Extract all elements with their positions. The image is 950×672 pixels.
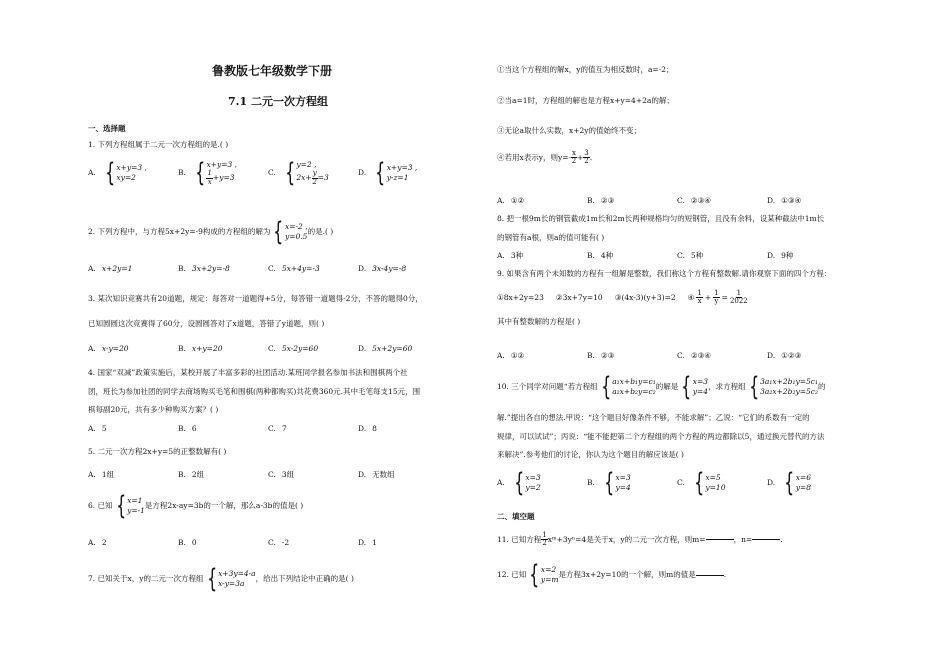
q6-stem: 6. 已知 { x=1 y=-1 是方程2x-ay=3b的一个解，那么a-3b的值是( ) [88, 491, 304, 521]
q7-options [497, 196, 857, 205]
q1-option-a[interactable]: A. { x+y=3 , xy=2 [88, 158, 147, 188]
q12-blank[interactable] [696, 575, 724, 576]
brace-icon: { [529, 560, 540, 590]
q5-options [88, 470, 448, 479]
q10-options [497, 470, 857, 496]
q1-option-c[interactable]: C. { y=2 , 2x+ $\frac{y}{2}$ =3 [268, 158, 329, 188]
q6-option-b[interactable]: B. 0 [178, 538, 197, 547]
q6-option-c[interactable]: C. -2 [268, 538, 290, 547]
q9-ask: 其中有整数解的方程是( ) [497, 317, 581, 326]
q9-option-d[interactable]: D. ①②③ [767, 351, 802, 360]
q10-option-a[interactable]: A. { x=3 y=2 [497, 468, 541, 498]
q7-option-d[interactable]: D. ①③④ [767, 196, 802, 205]
section-fill: 二、填空题 [497, 512, 535, 521]
q7-option-c[interactable]: C. ②③④ [677, 196, 712, 205]
q3-option-d[interactable]: D. 5x+2y=60 [358, 344, 413, 353]
q2-option-d[interactable]: D. 3x-4y=-8 [358, 264, 407, 273]
q8-option-b[interactable]: B. 4种 [587, 251, 614, 260]
q8-line-1: 8. 把一根9m长的钢管截成1m长和2m长两种规格均匀的短钢管，且没有余料，设某种截法中1m长 [497, 214, 825, 223]
q9-equations: ①8x+2y=23 ②3x+7y=10 ③(4x-3)(y+3)=2 ④ $\frac{1}{x}$ + $\frac{1}{y}$ = $\frac{1}{2022}$ [497, 289, 748, 306]
q8-option-a[interactable]: A. 3种 [497, 251, 524, 260]
q11-blank-m[interactable] [706, 539, 734, 540]
q5-option-d[interactable]: D. 无数组 [358, 470, 395, 479]
q9-option-a[interactable]: A. ①② [497, 351, 525, 360]
brace-icon: { [375, 158, 386, 188]
q1-option-b[interactable]: B. { x+y=3 , $\frac{1}{x}$ +y=3 [178, 158, 238, 188]
q4-option-c[interactable]: C. 7 [268, 424, 287, 433]
q4-option-d[interactable]: D. 8 [358, 424, 377, 433]
q4-option-a[interactable]: A. 5 [88, 424, 107, 433]
q2-options [88, 264, 448, 273]
q4-line-2: 团，班长为参加社团的同学去商场购买毛笔和围棋(两种都购买)共花费360元.其中毛笔每支15元，围 [88, 387, 421, 396]
q10-option-b[interactable]: B. { x=3 y=4 [587, 468, 631, 498]
brace-icon: { [195, 158, 206, 188]
q10-line-3: 来解决”.参考他们的讨论，你认为这个题目的解应该是( ) [497, 450, 684, 459]
brace-icon: { [105, 158, 116, 188]
q3-line-2: 已知圆圆这次竞赛得了60分，设圆圆答对了x道题，答错了y道题，则( ) [88, 319, 325, 328]
brace-icon: { [748, 372, 759, 402]
q4-line-1: 4. 国家“双减”政策实施后，某校开展了丰富多彩的社团活动.某班同学报名参加书法和围棋两个社 [88, 368, 408, 377]
q2-option-a[interactable]: A. x+2y=1 [88, 264, 133, 273]
q1-option-d[interactable]: D. { x+y=3 , y-z=1 [358, 158, 418, 188]
q5-option-c[interactable]: C. 3组 [268, 470, 295, 479]
q2-option-c[interactable]: C. 5x+4y=-3 [268, 264, 320, 273]
q9-option-b[interactable]: B. ②③ [587, 351, 615, 360]
q9-stem: 9. 如果含有两个未知数的方程有一组解是整数，我们称这个方程有整数解.请你观察下面的四个方程： [497, 269, 832, 278]
q1-stem: 1. 下列方程组属于二元一次方程组的是.( ) [88, 140, 229, 149]
page-title: 鲁教版七年级数学下册 [212, 64, 333, 78]
q6-option-a[interactable]: A. 2 [88, 538, 107, 547]
q7-claim-1: ①当这个方程组的解x，y的值互为相反数时，a=-2； [497, 65, 674, 74]
q4-option-b[interactable]: B. 6 [178, 424, 197, 433]
brace-icon: { [784, 468, 795, 498]
brace-icon: { [206, 564, 217, 594]
brace-icon: { [273, 217, 284, 247]
q8-options [497, 251, 857, 260]
brace-icon: { [694, 468, 705, 498]
q2-stem: 2. 下列方程中，与方程5x+2y=-9构成的方程组的解为 { x=-2 , y=0.5 的是.( ) [88, 217, 334, 247]
q12-stem: 12. 已知 { x=2 y=m 是方程3x+2y=10的一个解，则m的值是 . [497, 560, 727, 590]
q7-claim-2: ②当a=1时，方程组的解也是方程x+y=4+2a的解； [497, 96, 674, 105]
page-subtitle: 7.1 二元一次方程组 [228, 95, 328, 108]
q5-option-b[interactable]: B. 2组 [178, 470, 205, 479]
q10-option-d[interactable]: D. { x=6 y=8 [767, 468, 811, 498]
section-choice: 一、选择题 [88, 124, 126, 133]
q7-claim-3: ③无论a取什么实数，x+2y的值始终不变； [497, 126, 641, 135]
q7-claim-4: ④若用x表示y，则y=- $\frac{x}{2}$ + $\frac{3}{2}$ . [497, 149, 593, 166]
q10-option-c[interactable]: C. { x=5 y=10 [677, 468, 726, 498]
brace-icon: { [115, 491, 126, 521]
q3-options [88, 344, 448, 353]
q9-option-c[interactable]: C. ②③④ [677, 351, 712, 360]
q5-stem: 5. 二元一次方程2x+y=5的正整数解有( ) [88, 447, 227, 456]
brace-icon: { [514, 468, 525, 498]
q11-stem: 11. 已知方程 $\frac{1}{2}$ xᵐ+3yⁿ=4是关于x，y的二元一次方程，则m= ，n= . [497, 531, 783, 548]
q5-option-a[interactable]: A. 1组 [88, 470, 115, 479]
q4-options [88, 424, 448, 433]
q1-options [88, 160, 448, 186]
brace-icon: { [681, 372, 692, 402]
q7-option-b[interactable]: B. ②③ [587, 196, 615, 205]
q2-option-b[interactable]: B. 3x+2y=-8 [178, 264, 230, 273]
q8-option-c[interactable]: C. 5种 [677, 251, 704, 260]
q8-line-2: 的钢管有a根，则a的值可能有( ) [497, 233, 605, 242]
q3-option-c[interactable]: C. 5x-2y=60 [268, 344, 319, 353]
q6-options [88, 538, 448, 547]
q8-option-d[interactable]: D. 9种 [767, 251, 794, 260]
brace-icon: { [600, 372, 611, 402]
q4-line-3: 棋每副20元，共有多少种购买方案？( ) [88, 405, 219, 414]
q3-line-1: 3. 某次知识竞赛共有20道题，规定：每答对一道题得+5分，每答错一道题得-2分，不答的题得0分， [88, 294, 423, 303]
q7-option-a[interactable]: A. ①② [497, 196, 525, 205]
brace-icon: { [604, 468, 615, 498]
q7-stem: 7. 已知关于x，y的二元一次方程组 { x+3y=4-a x-y=3a ，给出下列结论中正确的是( ) [88, 564, 354, 594]
q10-line-2: 规律，可以试试”；丙说：“能不能把第二个方程组的两个方程的两边都除以5，通过换元替代的方法 [497, 432, 825, 441]
q11-blank-n[interactable] [752, 539, 780, 540]
q10-stem: 10. 三个同学对问题“若方程组 { a₁x+b₁y=c₁ a₂x+b₂y=c₂ 的解是 { x=3 y=4 ，求方程组 { 3a₁x+2b₁y=5c₁ 3a₂x+2b₂y=5c₂ 的 [497, 372, 826, 402]
q6-option-d[interactable]: D. 1 [358, 538, 377, 547]
brace-icon: { [285, 158, 296, 188]
q3-option-a[interactable]: A. x-y=20 [88, 344, 129, 353]
q9-options [497, 351, 857, 360]
q3-option-b[interactable]: B. x+y=20 [178, 344, 223, 353]
q10-line-1: 解.”提出各自的想法.甲说：“这个题目好像条件不够，不能求解”；乙说：“它们的系数有一定的 [497, 413, 810, 422]
